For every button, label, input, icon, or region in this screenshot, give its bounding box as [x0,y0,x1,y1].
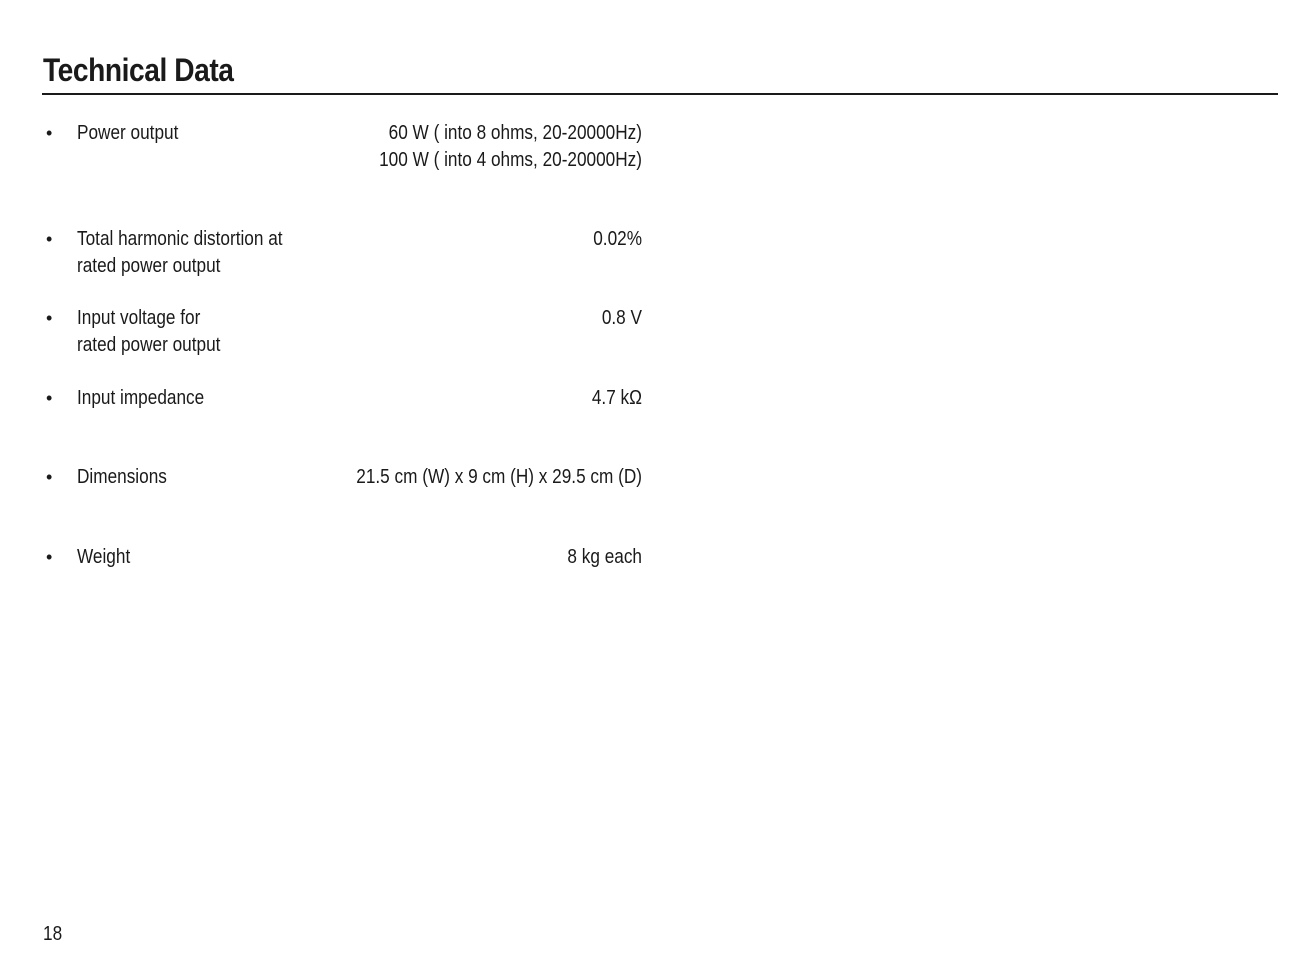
spec-value-line: 60 W ( into 8 ohms, 20-20000Hz) [388,122,642,144]
spec-value [350,385,642,412]
spec-value [350,305,642,332]
spec-value [350,226,642,253]
spec-label [77,305,318,359]
spec-value [350,120,642,174]
spec-label [77,120,318,147]
spec-label [77,226,318,280]
bullet-icon: • [46,467,53,487]
spec-label-line: Input impedance [77,387,205,409]
spec-label [77,464,318,491]
spec-label-line: Power output [77,122,179,144]
spec-label-line: Weight [77,546,131,568]
bullet-icon: • [46,388,53,408]
spec-label-line: rated power output [77,334,221,356]
page-number: 18 [43,923,63,945]
spec-label-line: Dimensions [77,466,167,488]
spec-label-line: Input voltage for [77,307,201,329]
bullet-icon: • [46,123,53,143]
spec-label [77,544,318,571]
spec-value-line: 100 W ( into 4 ohms, 20-20000Hz) [379,149,642,171]
page-title: Technical Data [43,52,234,88]
spec-label-line: rated power output [77,255,221,277]
bullet-icon: • [46,229,53,249]
bullet-icon: • [46,308,53,328]
spec-label [77,385,318,412]
spec-value [350,544,642,571]
bullet-icon: • [46,547,53,567]
spec-value-line: 21.5 cm (W) x 9 cm (H) x 29.5 cm (D) [356,466,642,488]
spec-value-line: 4.7 kΩ [591,387,642,409]
spec-value-line: 0.8 V [601,307,642,329]
title-divider [42,93,1278,95]
spec-value [350,464,642,491]
spec-label-line: Total harmonic distortion at [77,228,283,250]
spec-value-line: 8 kg each [567,546,642,568]
spec-value-line: 0.02% [593,228,642,250]
